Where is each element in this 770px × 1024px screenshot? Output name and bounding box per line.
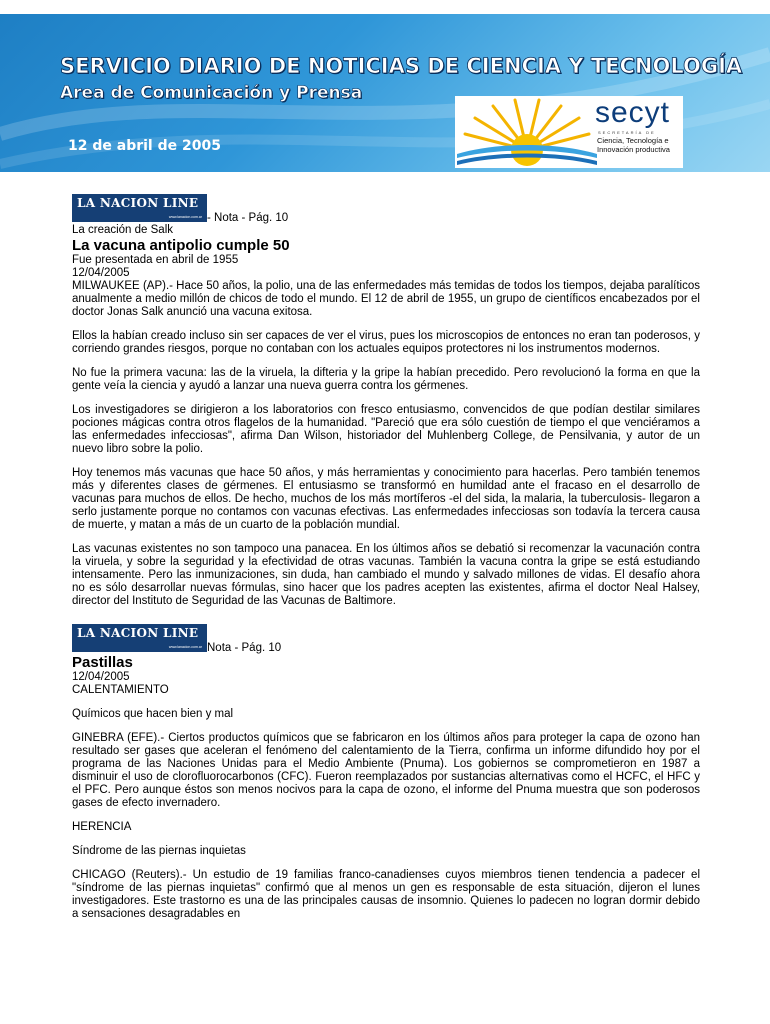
sun-icon <box>457 98 597 166</box>
article-paragraph: Ellos la habían creado incluso sin ser capaces de ver el virus, pues los microscopios de entonces no eran tan poderosos, y corriendo grandes riesgos, porque no contaban con los actuales equipos protectores ni los instrumentos modernos. <box>72 330 700 355</box>
logo-url: www.lanacion.com.ar <box>168 645 202 649</box>
article-section: HERENCIA <box>72 821 132 833</box>
article-kicker: La creación de Salk <box>72 224 174 236</box>
article-source <box>72 194 700 224</box>
secyt-caption-line: Ciencia, Tecnología e <box>597 136 669 145</box>
article-date: 12/04/2005 <box>72 267 130 279</box>
article-paragraph: Hoy tenemos más vacunas que hace 50 años, y más herramientas y conocimiento para hacerlas. Pero también tenemos más y diferentes clases de gérmenes. El entusiasmo se transformó en humildad ante el fracaso en el desarrollo de vacunas para muchos de ellos. De hecho, muchos de los más mortíferos -el del sida, la malaria, la tuberculosis- llegaron a serlo justamente porque no contamos con vacunas efectivas. Las enfermedades infecciosas son todavía la tercera causa de muerte, y matan a más de un cuarto de la población mundial. <box>72 467 700 531</box>
article-section: CALENTAMIENTO <box>72 684 169 696</box>
article-source <box>72 624 700 654</box>
bulletin-content <box>72 194 700 932</box>
article-paragraph: Las vacunas existentes no son tampoco una panacea. En los últimos años se debatió si recomenzar la vacunación contra la viruela, y sobre la seguridad y la efectividad de otras vacunas. También la vacuna contra la gripe se está estudiando intensamente. Pero las inmunizaciones, sin duda, han cambiado el mundo y salvado millones de vidas. El desafío ahora no es sólo desarrollar nuevas fórmulas, sino hacer que los padres acepten las existentes, afirma el doctor Neal Halsey, director del Instituto de Seguridad de las Vacunas de Baltimore. <box>72 543 700 607</box>
logo-url: www.lanacion.com.ar <box>168 215 202 219</box>
article-title: La vacuna antipolio cumple 50 <box>72 237 290 254</box>
logo-text: LA NACION LINE <box>77 196 199 210</box>
la-nacion-logo <box>72 624 207 652</box>
secyt-wordmark: secyt <box>595 96 671 129</box>
article-paragraph: CHICAGO (Reuters).- Un estudio de 19 familias franco-canadienses cuyos miembros tienen tendencia a padecer el "síndrome de las piernas inquietas" confirmó que al menos un gen es responsable de esta situación, dijeron el lunes investigadores. Este trastorno es una de las principales causas de insomnio. Quienes lo padecen no logran dormir debido a sensaciones desagradables en <box>72 869 700 920</box>
article-subhead: Fue presentada en abril de 1955 <box>72 254 239 266</box>
article-paragraph: GINEBRA (EFE).- Ciertos productos químicos que se fabricaron en los últimos años para proteger la capa de ozono han resultado ser gases que aceleran el fenómeno del calentamiento de la Tierra, confirma un informe difundido hoy por el programa de las Naciones Unidas para el Medio Ambiente (Pnuma). Los gobiernos se comprometieron en 1987 a disminuir el uso de clorofluorocarbonos (CFC). Fueron reemplazados por sustancias alternativas como el HCFC, el HFC y el PFC. Pero aunque éstos son menos nocivos para la capa de ozono, el informe del Pnuma muestra que son poderosos gases de efecto invernadero. <box>72 732 700 809</box>
logo-text: LA NACION LINE <box>77 626 199 640</box>
article <box>72 194 700 608</box>
secyt-logo <box>455 96 683 168</box>
article-paragraph: Los investigadores se dirigieron a los laboratorios con fresco entusiasmo, convencidos de que podían destilar similares pociones mágicas contra otros flagelos de la humanidad. "Pareció que era sólo cuestión de tiempo el que venciéramos a las enfermedades infecciosas", afirma Dan Wilson, historiador del Muhlenberg College, de Pensilvania, y autor de un nuevo libro sobre la polio. <box>72 404 700 455</box>
top-strip <box>0 0 770 14</box>
secyt-small-caption: SECRETARÍA DE <box>598 130 656 135</box>
article-subheading: Químicos que hacen bien y mal <box>72 708 234 720</box>
source-note: - Nota - Pág. 10 <box>207 212 289 224</box>
article <box>72 624 700 921</box>
bulletin-title: SERVICIO DIARIO DE NOTICIAS DE CIENCIA Y TECNOLOGÍA <box>60 54 743 78</box>
secyt-caption <box>597 137 683 154</box>
la-nacion-logo <box>72 194 207 222</box>
article-date: 12/04/2005 <box>72 671 130 683</box>
article-subheading: Síndrome de las piernas inquietas <box>72 845 246 857</box>
article-paragraph: MILWAUKEE (AP).- Hace 50 años, la polio, una de las enfermedades más temidas de todos los tiempos, dejaba paralíticos anualmente a medio millón de chicos de todo el mundo. El 12 de abril de 1955, un grupo de científicos encabezados por el doctor Jonas Salk anunció una vacuna exitosa. <box>72 280 700 318</box>
secyt-caption-line: Innovación productiva <box>597 144 670 154</box>
article-paragraph: No fue la primera vacuna: las de la viruela, la difteria y la gripe la habían precedido. Pero revolucionó la forma en que la gente veía la ciencia y ayudó a lanzar una nueva guerra contra los gérmenes. <box>72 367 700 392</box>
article-title: Pastillas <box>72 654 133 671</box>
source-note: Nota - Pág. 10 <box>207 642 282 654</box>
bulletin-subtitle: Area de Comunicación y Prensa <box>60 83 363 103</box>
bulletin-date: 12 de abril de 2005 <box>68 138 221 154</box>
